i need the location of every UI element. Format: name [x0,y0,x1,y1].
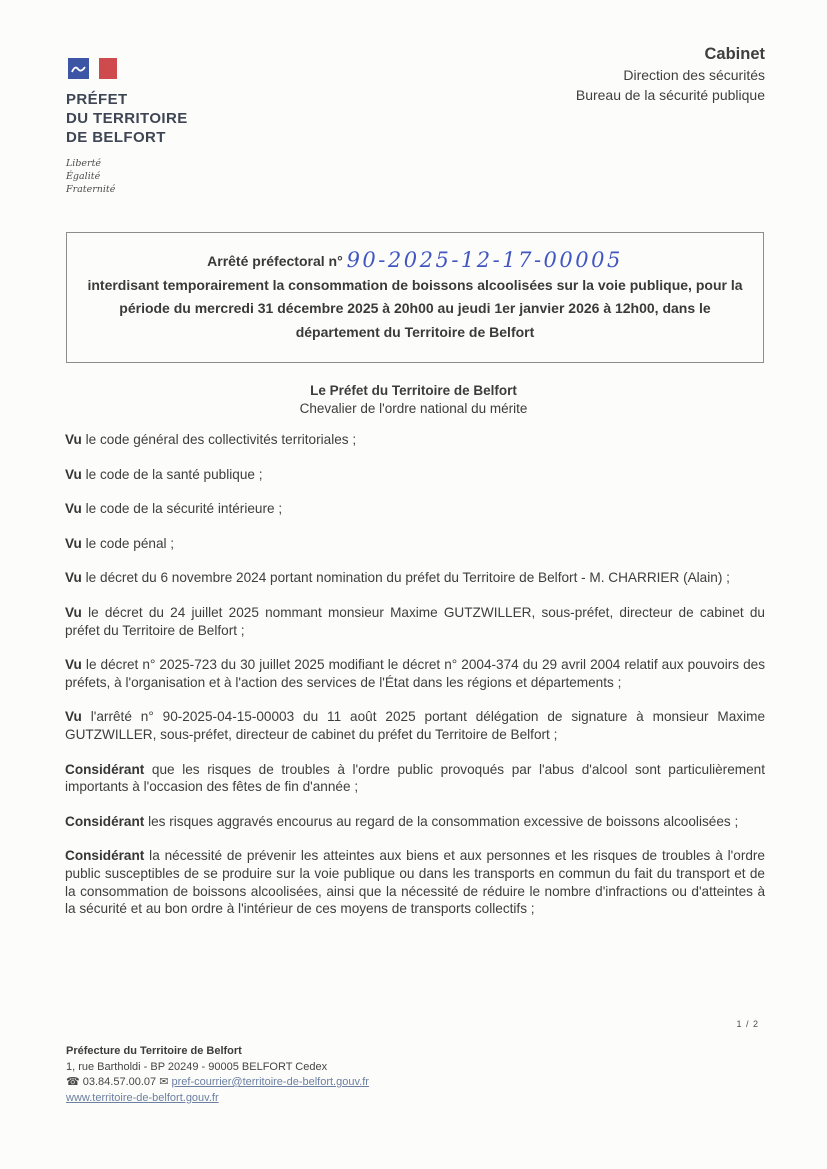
paragraph-lead: Considérant [65,848,145,864]
body-paragraph [65,847,765,917]
office-cabinet: Cabinet [704,45,765,63]
prefect-title: Le Préfet du Territoire de Belfort [310,383,517,398]
logo-name-line: DU TERRITOIRE [66,110,188,127]
paragraph-text: la nécessité de prévenir les atteintes aux biens et aux personnes et les risques de troubles à l'ordre public susceptibles de se produire sur la voie publique ou dans les transports en commun du fait du transport et de la consommation de boissons alcoolisées, ainsi que la nécessité de réduire le nombre d'infractions ou d'atteintes à la sécurité et au bon ordre à l'intérieur de ces moyens de transports collectifs ; [65,848,765,917]
motto-line: Égalité [66,171,101,182]
footer-contact-line [66,1075,369,1091]
page-number: 1 / 2 [736,1019,759,1029]
phone-icon: ☎ [66,1076,80,1088]
body-paragraph [65,761,765,796]
republic-motto [66,157,188,196]
paragraph-lead: Vu [65,709,82,725]
paragraph-text: le décret n° 2025-723 du 30 juillet 2025 modifiant le décret n° 2004-374 du 29 avril 2004 relatif aux pouvoirs des préfets, à l'organisation et à l'action des services de l'État dans les régions et départements ; [65,657,765,690]
body-paragraph [65,813,765,831]
paragraph-lead: Considérant [65,813,145,829]
decree-title-box [66,232,764,363]
paragraph-lead: Vu [65,432,82,447]
paragraph-text: le décret du 6 novembre 2024 portant nomination du préfet du Territoire de Belfort - M. CHARRIER (Alain) ; [81,570,730,586]
paragraph-lead: Vu [65,657,82,673]
body-paragraph [65,569,765,587]
paragraph-lead: Considérant [65,761,145,777]
body-paragraph [65,466,765,484]
footer-phone: 03.84.57.00.07 [82,1076,157,1088]
footer-website-line [66,1091,369,1107]
decree-number-prefix: Arrêté préfectoral n° [207,253,343,269]
body-paragraph [65,535,765,553]
paragraph-text: l'arrêté n° 90-2025-04-15-00003 du 11 août 2025 portant délégation de signature à monsieur Maxime GUTZWILLER, sous-préfet, directeur de cabinet du préfet du Territoire de Belfort ; [65,709,765,742]
paragraph-lead: Vu [65,466,82,482]
footer [66,1044,369,1106]
motto-line: Fraternité [66,184,116,195]
paragraph-text: les risques aggravés encourus au regard de la consommation excessive de boissons alcoolisées ; [144,813,739,829]
paragraph-text: le code pénal ; [81,535,175,551]
footer-website-link[interactable]: www.territoire-de-belfort.gouv.fr [66,1091,219,1104]
body-paragraph [65,500,765,518]
decree-body [65,431,765,935]
office-bureau: Bureau de la sécurité publique [575,87,765,103]
logo-name-line: PRÉFET [66,91,128,108]
paragraph-text: le décret du 24 juillet 2025 nommant monsieur Maxime GUTZWILLER, sous-préfet, directeur de cabinet du préfet du Territoire de Belfort ; [65,604,765,638]
body-paragraph [65,431,765,449]
paragraph-lead: Vu [65,501,82,517]
mail-icon: ✉ [159,1076,169,1088]
paragraph-text: que les risques de troubles à l'ordre public provoqués par l'abus d'alcool sont particulièrement importants à l'occasion des fêtes de fin d'année ; [65,761,765,795]
paragraph-lead: Vu [65,570,82,586]
prefect-honor: Chevalier de l'ordre national du mérite [299,401,528,416]
issuing-office-block [576,44,765,105]
prefecture-logo [66,58,188,196]
paragraph-lead: Vu [65,535,82,551]
footer-address: 1, rue Bartholdi - BP 20249 - 90005 BELFORT Cedex [66,1060,328,1073]
paragraph-lead: Vu [65,604,82,620]
office-direction: Direction des sécurités [623,67,765,83]
handwritten-decree-number: 90-2025-12-17-00005 [346,248,623,272]
body-paragraph [65,708,765,743]
french-flag-icon [68,58,120,81]
logo-name-line: DE BELFORT [66,129,166,146]
paragraph-text: le code de la sécurité intérieure ; [81,501,283,517]
paragraph-text: le code général des collectivités territoriales ; [81,432,357,447]
signatory-heading [0,382,827,418]
decree-title-line1 [83,248,747,274]
motto-line: Liberté [66,158,102,169]
decree-title-body: interdisant temporairement la consommation de boissons alcoolisées sur la voie publique, pour la période du mercredi 31 décembre 2025 à 20h00 au jeudi 1er janvier 2026 à 12h00, dans le département du Territoire de Belfort [87,276,743,340]
body-paragraph [65,656,765,691]
paragraph-text: le code de la santé publique ; [81,466,263,482]
body-paragraph [65,604,765,639]
footer-organization: Préfecture du Territoire de Belfort [66,1045,242,1057]
footer-email-link[interactable]: pref-courrier@territoire-de-belfort.gouv.fr [171,1076,369,1088]
